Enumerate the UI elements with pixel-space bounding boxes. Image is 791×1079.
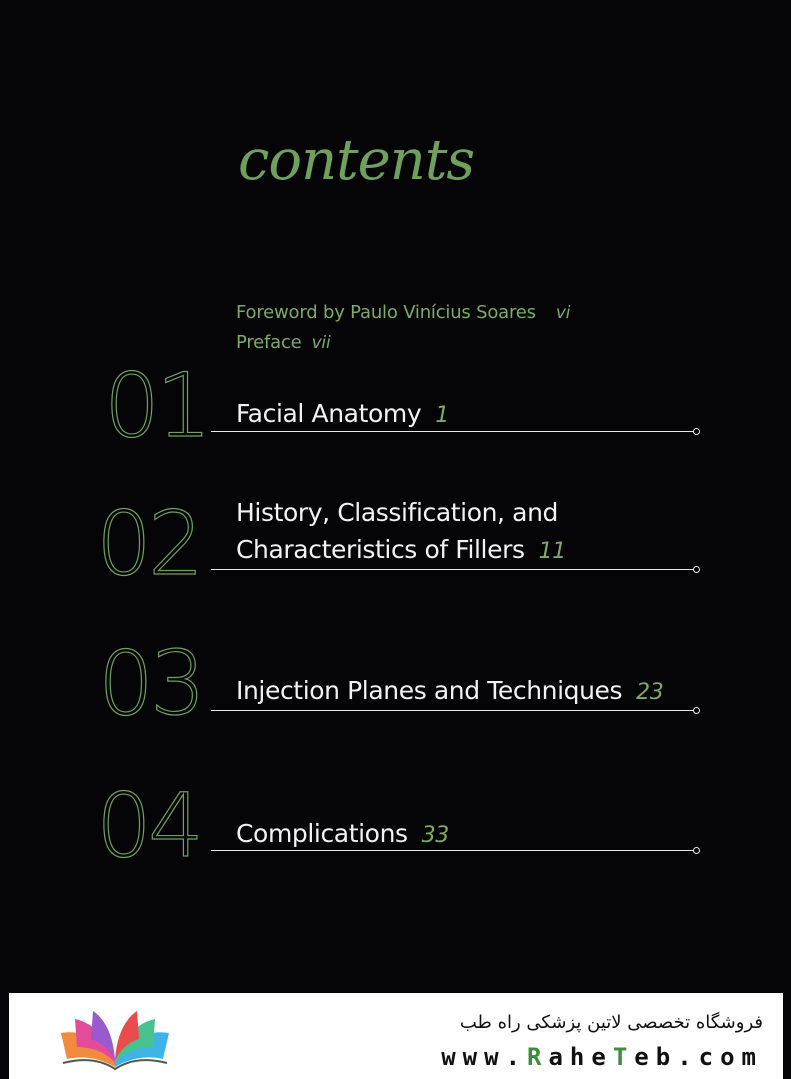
toc-entry-label: Preface bbox=[236, 332, 302, 353]
chapter-rule bbox=[211, 850, 695, 851]
rule-end-dot bbox=[693, 428, 700, 435]
chapter-page: 11 bbox=[538, 539, 566, 564]
open-book-logo-icon bbox=[53, 1007, 177, 1071]
chapter-title bbox=[236, 494, 566, 570]
toc-entry-page: vii bbox=[311, 333, 331, 353]
chapter-page: 1 bbox=[435, 403, 449, 428]
chapter-rule bbox=[211, 569, 695, 570]
chapter-page: 23 bbox=[636, 680, 664, 705]
toc-entry-preface[interactable] bbox=[236, 332, 330, 353]
chapter-title-line: Injection Planes and Techniques bbox=[236, 676, 623, 705]
toc-entry-page: vi bbox=[555, 303, 571, 323]
shop-name: فروشگاه تخصصی لاتین پزشکی راه طب bbox=[459, 1012, 763, 1033]
chapter-title-line: History, Classification, and bbox=[236, 498, 558, 527]
chapter-title bbox=[236, 815, 449, 854]
chapter-title-line: Facial Anatomy bbox=[236, 399, 422, 428]
chapter-title-line: Characteristics of Fillers bbox=[236, 535, 525, 564]
rule-end-dot bbox=[693, 566, 700, 573]
chapter-title bbox=[236, 672, 663, 711]
chapter-title bbox=[236, 395, 449, 434]
page-title: contents bbox=[238, 128, 475, 193]
chapter-number: 04 bbox=[96, 774, 200, 877]
chapter-number: 01 bbox=[104, 354, 208, 457]
chapter-number: 02 bbox=[96, 492, 200, 595]
chapter-rule bbox=[211, 431, 695, 432]
chapter-rule bbox=[211, 710, 695, 711]
toc-entry-label: Foreword by Paulo Vinícius Soares bbox=[236, 302, 536, 323]
watermark-banner bbox=[9, 993, 783, 1079]
chapter-page: 33 bbox=[421, 823, 449, 848]
shop-url[interactable]: www.RaheTeb.com bbox=[441, 1043, 763, 1071]
chapter-title-line: Complications bbox=[236, 819, 408, 848]
rule-end-dot bbox=[693, 847, 700, 854]
chapter-number: 03 bbox=[98, 632, 202, 735]
toc-entry-foreword[interactable] bbox=[236, 302, 570, 323]
rule-end-dot bbox=[693, 707, 700, 714]
